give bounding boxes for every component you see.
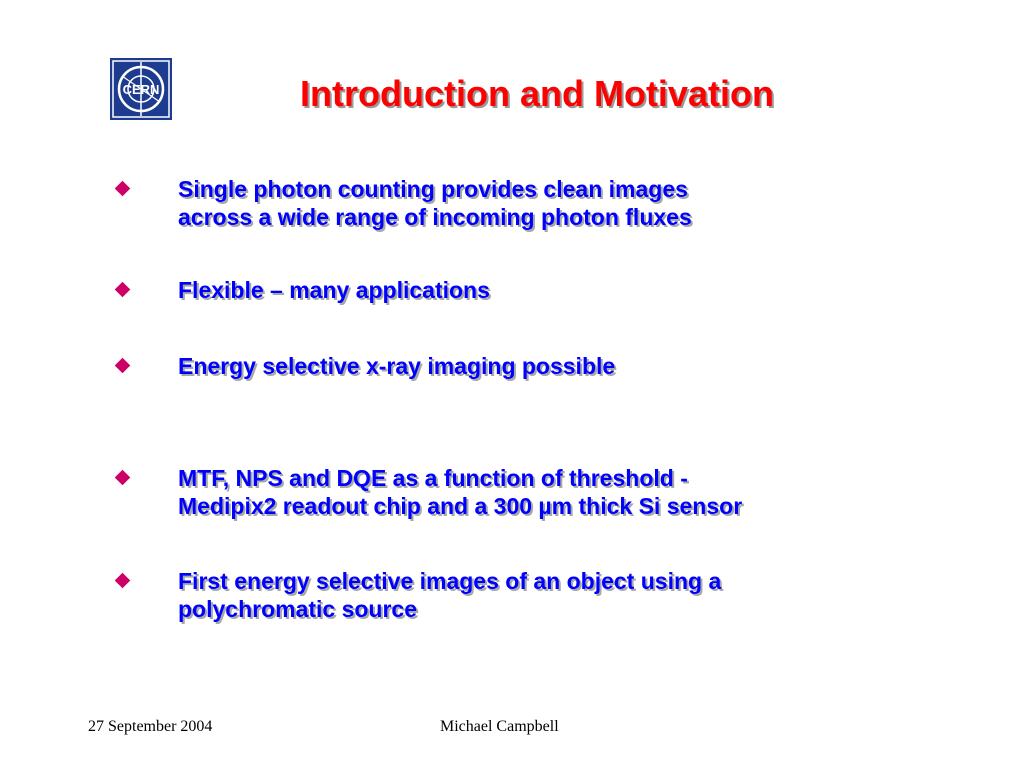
bullet-line: MTF, NPS and DQE as a function of threshold - [178,465,688,491]
footer-date: 27 September 2004 [88,718,213,735]
bullet-line: Single photon counting provides clean images [178,176,688,202]
cern-logo [110,58,172,120]
bullet-line: Medipix2 readout chip and a 300 µm thick Si sensor [178,493,743,519]
bullet-line: First energy selective images of an object using a [178,568,722,594]
diamond-bullet-icon [115,573,131,589]
bullet-line: polychromatic source [178,596,418,622]
bullet-text [178,276,918,304]
bullet-text [178,175,918,231]
bullet-text [178,567,918,623]
diamond-bullet-icon [115,282,131,298]
diamond-bullet-icon [115,358,131,374]
bullet-text [178,352,918,380]
diamond-bullet-icon [115,181,131,197]
logo-text: CERN [122,82,160,97]
slide-title: Introduction and Motivation [300,73,774,114]
diamond-bullet-icon [115,470,131,486]
bullet-line: Flexible – many applications [178,277,490,303]
footer-author: Michael Campbell [440,718,559,735]
bullet-line: across a wide range of incoming photon fluxes [178,204,692,230]
bullet-line: Energy selective x-ray imaging possible [178,353,616,379]
bullet-text [178,464,918,520]
